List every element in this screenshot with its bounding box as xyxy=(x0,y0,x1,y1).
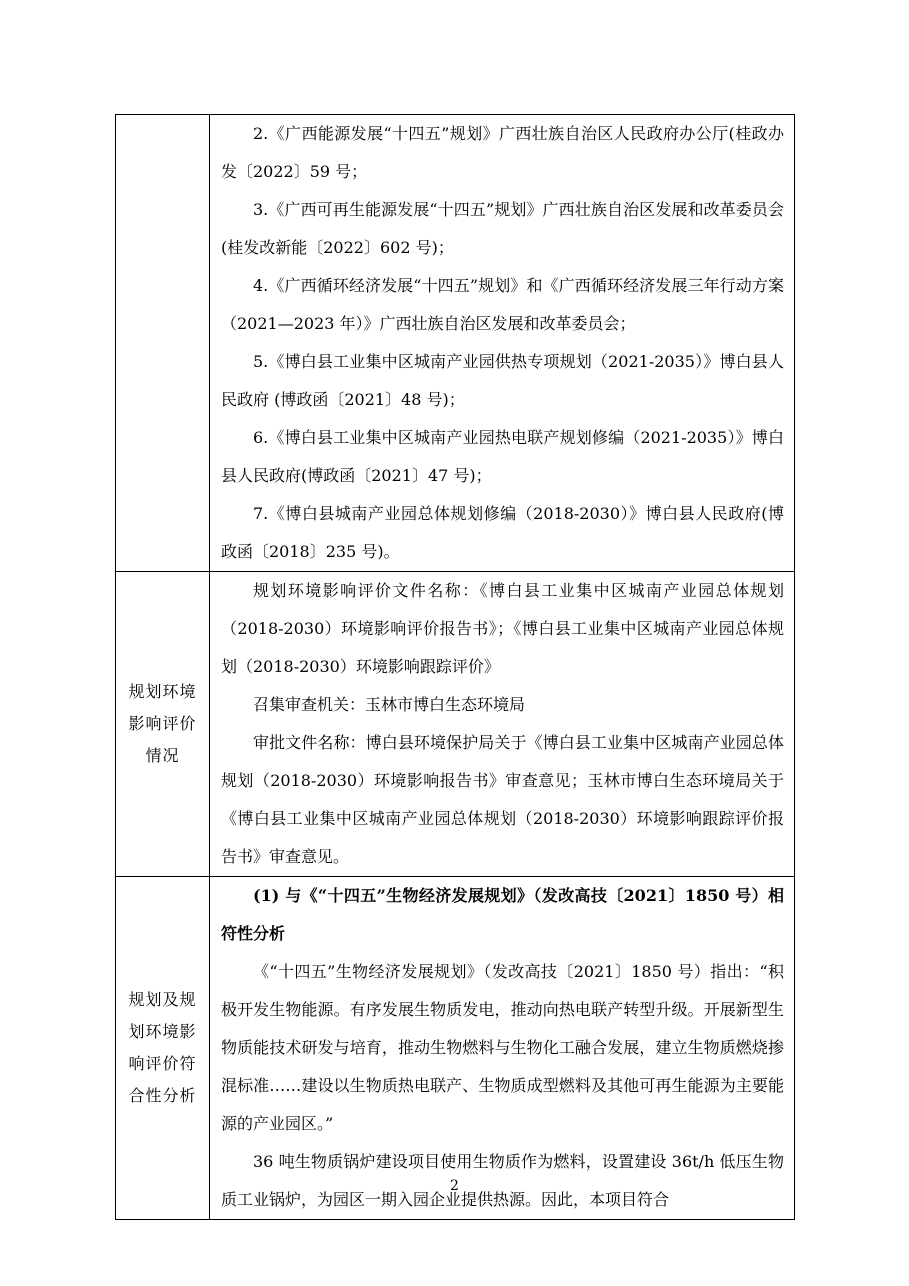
paragraph: 规划环境影响评价文件名称：《博白县工业集中区城南产业园总体规划（2018-2030）环境影响评价报告书》；《博白县工业集中区城南产业园总体规划（2018-2030）环境影响跟踪评价》 xyxy=(221,581,784,676)
page-number: 2 xyxy=(450,1178,459,1194)
table-row xyxy=(116,115,795,572)
row-label-line: 合性分析 xyxy=(128,1086,197,1105)
row-label-line: 影响评价 xyxy=(128,714,197,733)
row-label-cell xyxy=(116,115,210,572)
row-label-line: 规划环境 xyxy=(128,682,197,701)
paragraph: 5.《博白县工业集中区城南产业园供热专项规划（2021-2035）》博白县人民政府 (博政函〔2021〕48 号)； xyxy=(221,352,784,409)
row-label-line: 划环境影 xyxy=(128,1022,197,1041)
table-row xyxy=(116,572,795,877)
paragraph: 召集审查机关：玉林市博白生态环境局 xyxy=(253,695,526,714)
table-row xyxy=(116,877,795,1220)
row-content-cell xyxy=(210,115,795,572)
row-label-line: 响评价符 xyxy=(128,1054,197,1073)
paragraph: 审批文件名称：博白县环境保护局关于《博白县工业集中区城南产业园总体规划（2018-2030）环境影响报告书》审查意见；玉林市博白生态环境局关于《博白县工业集中区城南产业园总体规划（2018-2030）环境影响跟踪评价报告书》审查意见。 xyxy=(221,733,784,866)
row-label-line: 情况 xyxy=(145,746,180,765)
paragraph: 2.《广西能源发展“十四五”规划》广西壮族自治区人民政府办公厅(桂政办发〔2022〕59 号； xyxy=(221,124,784,181)
row-content-cell xyxy=(210,572,795,877)
section-heading: (1) 与《“十四五”生物经济发展规划》（发改高技〔2021〕1850 号）相符性分析 xyxy=(221,886,784,943)
row-label-line: 规划及规 xyxy=(128,990,197,1009)
paragraph: 3.《广西可再生能源发展“十四五”规划》广西壮族自治区发展和改革委员会(桂发改新能〔2022〕602 号)； xyxy=(221,200,784,257)
row-content-cell xyxy=(210,877,795,1220)
paragraph: 《“十四五”生物经济发展规划》（发改高技〔2021〕1850 号）指出：“积极开发生物能源。有序发展生物质发电，推动向热电联产转型升级。开展新型生物质能技术研发与培育，推动生物燃料与生物化工融合发展，建立生物质燃烧掺混标准……建设以生物质热电联产、生物质成型燃料及其他可再生能源为主要能源的产业园区。” xyxy=(221,962,784,1133)
row-label-cell xyxy=(116,572,210,877)
paragraph: 6.《博白县工业集中区城南产业园热电联产规划修编（2021-2035）》博白县人民政府(博政函〔2021〕47 号)； xyxy=(221,428,784,485)
paragraph: 7.《博白县城南产业园总体规划修编（2018-2030）》博白县人民政府(博政函〔2018〕235 号)。 xyxy=(221,504,784,561)
paragraph: 36 吨生物质锅炉建设项目使用生物质作为燃料，设置建设 36t/h 低压生物质工业锅炉，为园区一期入园企业提供热源。因此，本项目符合 xyxy=(221,1152,784,1209)
document-table xyxy=(115,114,795,1220)
row-label-cell xyxy=(116,877,210,1220)
paragraph: 4.《广西循环经济发展“十四五”规划》和《广西循环经济发展三年行动方案（2021—2023 年）》广西壮族自治区发展和改革委员会； xyxy=(221,276,784,333)
